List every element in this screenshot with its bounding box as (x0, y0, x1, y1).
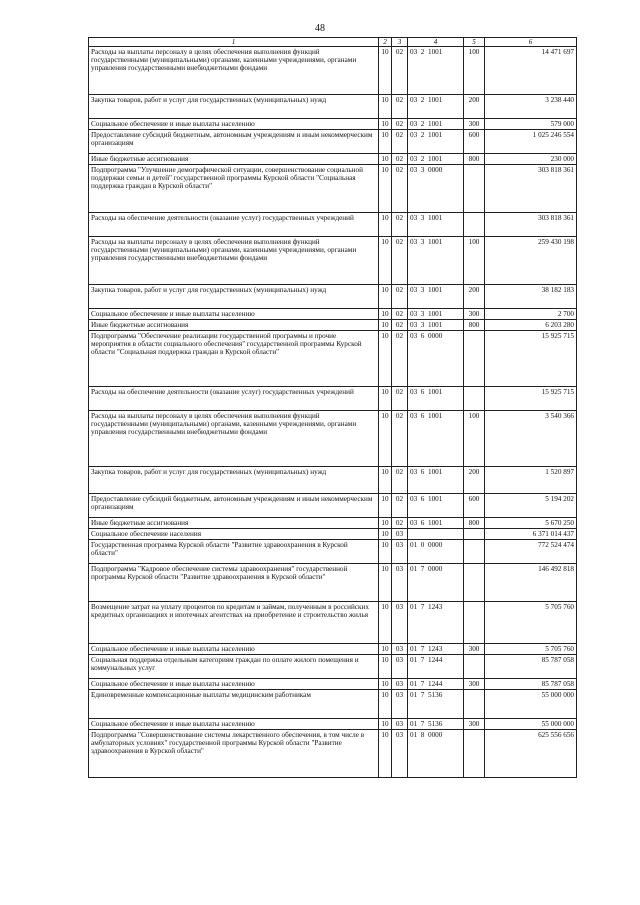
table-row (89, 655, 577, 679)
table-row (89, 564, 577, 602)
table-row (89, 130, 577, 154)
table-row (89, 237, 577, 285)
section-code-cell: 10 (379, 679, 392, 690)
subsection-code-cell: 03 (392, 644, 408, 655)
section-code-cell: 10 (379, 655, 392, 679)
row-name-cell: Социальное обеспечение и иные выплаты населению (89, 679, 379, 690)
table-row (89, 331, 577, 387)
table-row (89, 679, 577, 690)
expense-type-cell: 300 (464, 644, 485, 655)
expense-type-cell: 800 (464, 320, 485, 331)
section-code-cell: 10 (379, 95, 392, 119)
target-article-cell: 03 3 1001 (408, 213, 464, 237)
subsection-code-cell: 02 (392, 154, 408, 165)
row-name-cell: Социальное обеспечение и иные выплаты населению (89, 119, 379, 130)
target-article-cell (408, 529, 464, 540)
subsection-code-cell: 02 (392, 237, 408, 285)
expense-type-cell (464, 564, 485, 602)
expense-type-cell: 200 (464, 95, 485, 119)
target-article-cell: 03 3 1001 (408, 237, 464, 285)
column-number: 1 (89, 38, 379, 47)
row-name-cell: Закупка товаров, работ и услуг для государственных (муниципальных) нужд (89, 95, 379, 119)
amount-cell: 2 700 (485, 309, 577, 320)
subsection-code-cell: 02 (392, 213, 408, 237)
section-code-cell: 10 (379, 467, 392, 494)
section-code-cell: 10 (379, 564, 392, 602)
table-row (89, 467, 577, 494)
expense-type-cell (464, 213, 485, 237)
row-name-cell: Социальная поддержка отдельным категориям граждан по оплате жилого помещения и коммунальных услуг (89, 655, 379, 679)
expense-type-cell: 100 (464, 47, 485, 95)
amount-cell: 579 000 (485, 119, 577, 130)
expense-type-cell: 300 (464, 309, 485, 320)
row-name-cell: Иные бюджетные ассигнования (89, 518, 379, 529)
amount-cell: 1 025 246 554 (485, 130, 577, 154)
section-code-cell: 10 (379, 154, 392, 165)
amount-cell: 230 000 (485, 154, 577, 165)
section-code-cell: 10 (379, 387, 392, 411)
subsection-code-cell: 03 (392, 529, 408, 540)
table-row (89, 644, 577, 655)
subsection-code-cell: 03 (392, 690, 408, 719)
row-name-cell: Социальное обеспечение и иные выплаты населению (89, 309, 379, 320)
table-row (89, 719, 577, 730)
target-article-cell: 03 6 1001 (408, 494, 464, 518)
target-article-cell: 01 8 0000 (408, 730, 464, 778)
target-article-cell: 01 7 1243 (408, 644, 464, 655)
subsection-code-cell: 03 (392, 730, 408, 778)
expense-type-cell: 300 (464, 679, 485, 690)
section-code-cell: 10 (379, 119, 392, 130)
column-number: 2 (379, 38, 392, 47)
subsection-code-cell: 02 (392, 309, 408, 320)
target-article-cell: 03 3 1001 (408, 285, 464, 309)
expense-type-cell: 600 (464, 130, 485, 154)
table-row (89, 494, 577, 518)
section-code-cell: 10 (379, 411, 392, 467)
target-article-cell: 03 3 0000 (408, 165, 464, 213)
row-name-cell: Предоставление субсидий бюджетным, автономным учреждениям и иным некоммерческим организациям (89, 130, 379, 154)
target-article-cell: 01 0 0000 (408, 540, 464, 564)
row-name-cell: Расходы на выплаты персоналу в целях обеспечения выполнения функций государственными (муниципальными) органами, казенными учреждениями, органами управления государственными внебюджетными фондами (89, 237, 379, 285)
amount-cell: 6 371 014 437 (485, 529, 577, 540)
row-name-cell: Расходы на выплаты персоналу в целях обеспечения выполнения функций государственными (муниципальными) органами, казенными учреждениями, органами управления государственными внебюджетными фондами (89, 47, 379, 95)
section-code-cell: 10 (379, 518, 392, 529)
target-article-cell: 03 6 1001 (408, 387, 464, 411)
amount-cell: 85 787 058 (485, 655, 577, 679)
subsection-code-cell: 03 (392, 655, 408, 679)
section-code-cell: 10 (379, 47, 392, 95)
subsection-code-cell: 02 (392, 119, 408, 130)
section-code-cell: 10 (379, 213, 392, 237)
expense-type-cell: 600 (464, 494, 485, 518)
target-article-cell: 01 7 1244 (408, 679, 464, 690)
target-article-cell: 03 6 1001 (408, 411, 464, 467)
amount-cell: 146 492 818 (485, 564, 577, 602)
expense-type-cell: 300 (464, 119, 485, 130)
amount-cell: 5 194 202 (485, 494, 577, 518)
subsection-code-cell: 02 (392, 95, 408, 119)
table-row (89, 285, 577, 309)
page-number: 48 (315, 23, 325, 34)
subsection-code-cell: 02 (392, 518, 408, 529)
row-name-cell: Социальное обеспечение и иные выплаты населению (89, 644, 379, 655)
amount-cell: 5 670 250 (485, 518, 577, 529)
target-article-cell: 01 7 0000 (408, 564, 464, 602)
target-article-cell: 01 7 5136 (408, 719, 464, 730)
expense-type-cell: 100 (464, 411, 485, 467)
row-name-cell: Подпрограмма "Улучшение демографической ситуации, совершенствование социальной поддержки семьи и детей" государственной программы Курской области "Социальная поддержка граждан в Курской области" (89, 165, 379, 213)
section-code-cell: 10 (379, 540, 392, 564)
column-number: 6 (485, 38, 577, 47)
expense-type-cell (464, 690, 485, 719)
section-code-cell: 10 (379, 730, 392, 778)
table-row (89, 309, 577, 320)
column-number: 4 (408, 38, 464, 47)
row-name-cell: Возмещение затрат на уплату процентов по кредитам и займам, полученным в российских кредитных организациях и ипотечных агентствах на приобретение и строительство жилья (89, 602, 379, 644)
table-row (89, 730, 577, 778)
row-name-cell: Расходы на обеспечение деятельности (оказание услуг) государственных учреждений (89, 213, 379, 237)
target-article-cell: 03 2 1001 (408, 95, 464, 119)
subsection-code-cell: 02 (392, 320, 408, 331)
amount-cell: 5 705 760 (485, 602, 577, 644)
amount-cell: 3 540 366 (485, 411, 577, 467)
expense-type-cell: 200 (464, 467, 485, 494)
expense-type-cell: 800 (464, 518, 485, 529)
amount-cell: 55 000 000 (485, 690, 577, 719)
target-article-cell: 03 2 1001 (408, 154, 464, 165)
target-article-cell: 03 6 0000 (408, 331, 464, 387)
row-name-cell: Социальное обеспечение населения (89, 529, 379, 540)
section-code-cell: 10 (379, 285, 392, 309)
subsection-code-cell: 02 (392, 467, 408, 494)
amount-cell: 303 818 361 (485, 213, 577, 237)
expense-type-cell (464, 730, 485, 778)
subsection-code-cell: 02 (392, 47, 408, 95)
target-article-cell: 03 2 1001 (408, 119, 464, 130)
table-row (89, 95, 577, 119)
section-code-cell: 10 (379, 165, 392, 213)
row-name-cell: Государственная программа Курской области "Развитие здравоохранения в Курской области" (89, 540, 379, 564)
target-article-cell: 01 7 5136 (408, 690, 464, 719)
target-article-cell: 03 3 1001 (408, 320, 464, 331)
table-row (89, 602, 577, 644)
amount-cell: 259 430 198 (485, 237, 577, 285)
row-name-cell: Закупка товаров, работ и услуг для государственных (муниципальных) нужд (89, 467, 379, 494)
section-code-cell: 10 (379, 237, 392, 285)
amount-cell: 1 520 897 (485, 467, 577, 494)
row-name-cell: Расходы на выплаты персоналу в целях обеспечения выполнения функций государственными (муниципальными) органами, казенными учреждениями, органами управления государственными внебюджетными фондами (89, 411, 379, 467)
subsection-code-cell: 03 (392, 540, 408, 564)
section-code-cell: 10 (379, 690, 392, 719)
column-number-row (89, 38, 577, 47)
section-code-cell: 10 (379, 719, 392, 730)
table-row (89, 411, 577, 467)
row-name-cell: Закупка товаров, работ и услуг для государственных (муниципальных) нужд (89, 285, 379, 309)
subsection-code-cell: 02 (392, 331, 408, 387)
target-article-cell: 03 6 1001 (408, 518, 464, 529)
table-row (89, 690, 577, 719)
table-row (89, 518, 577, 529)
row-name-cell: Социальное обеспечение и иные выплаты населению (89, 719, 379, 730)
subsection-code-cell: 02 (392, 130, 408, 154)
expense-type-cell: 100 (464, 237, 485, 285)
amount-cell: 38 182 183 (485, 285, 577, 309)
row-name-cell: Иные бюджетные ассигнования (89, 154, 379, 165)
expense-type-cell: 300 (464, 719, 485, 730)
amount-cell: 15 925 715 (485, 387, 577, 411)
expense-type-cell (464, 165, 485, 213)
amount-cell: 85 787 058 (485, 679, 577, 690)
amount-cell: 5 705 760 (485, 644, 577, 655)
target-article-cell: 01 7 1244 (408, 655, 464, 679)
row-name-cell: Единовременные компенсационные выплаты медицинским работникам (89, 690, 379, 719)
target-article-cell: 01 7 1243 (408, 602, 464, 644)
row-name-cell: Подпрограмма "Кадровое обеспечение системы здравоохранения" государственной программы Курской области "Развитие здравоохранения в Курской области" (89, 564, 379, 602)
amount-cell: 6 203 280 (485, 320, 577, 331)
row-name-cell: Предоставление субсидий бюджетным, автономным учреждениям и иным некоммерческим организациям (89, 494, 379, 518)
subsection-code-cell: 03 (392, 602, 408, 644)
expense-type-cell: 200 (464, 285, 485, 309)
subsection-code-cell: 02 (392, 285, 408, 309)
section-code-cell: 10 (379, 602, 392, 644)
table-row (89, 213, 577, 237)
subsection-code-cell: 02 (392, 494, 408, 518)
target-article-cell: 03 2 1001 (408, 130, 464, 154)
table-row (89, 529, 577, 540)
section-code-cell: 10 (379, 320, 392, 331)
table-row (89, 320, 577, 331)
subsection-code-cell: 02 (392, 411, 408, 467)
amount-cell: 625 556 656 (485, 730, 577, 778)
column-number: 3 (392, 38, 408, 47)
row-name-cell: Расходы на обеспечение деятельности (оказание услуг) государственных учреждений (89, 387, 379, 411)
section-code-cell: 10 (379, 331, 392, 387)
expense-type-cell (464, 529, 485, 540)
amount-cell: 772 524 474 (485, 540, 577, 564)
expense-type-cell (464, 387, 485, 411)
expense-type-cell: 800 (464, 154, 485, 165)
section-code-cell: 10 (379, 309, 392, 320)
expense-type-cell (464, 602, 485, 644)
column-number: 5 (464, 38, 485, 47)
row-name-cell: Подпрограмма "Обеспечение реализации государственной программы и прочие мероприятия в области социального обеспечения" государственной программы Курской области "Социальная поддержка граждан в Курской области" (89, 331, 379, 387)
table-row (89, 387, 577, 411)
target-article-cell: 03 6 1001 (408, 467, 464, 494)
amount-cell: 15 925 715 (485, 331, 577, 387)
amount-cell: 3 238 440 (485, 95, 577, 119)
expense-type-cell (464, 540, 485, 564)
table-row (89, 165, 577, 213)
table-body (89, 47, 577, 778)
section-code-cell: 10 (379, 644, 392, 655)
target-article-cell: 03 3 1001 (408, 309, 464, 320)
subsection-code-cell: 02 (392, 387, 408, 411)
table-row (89, 47, 577, 95)
table-row (89, 154, 577, 165)
row-name-cell: Иные бюджетные ассигнования (89, 320, 379, 331)
target-article-cell: 03 2 1001 (408, 47, 464, 95)
subsection-code-cell: 02 (392, 165, 408, 213)
amount-cell: 55 000 000 (485, 719, 577, 730)
expense-type-cell (464, 331, 485, 387)
row-name-cell: Подпрограмма "Совершенствование системы лекарственного обеспечения, в том числе в амбулаторных условиях" государственной программы Курской области "Развитие здравоохранения в Курской области" (89, 730, 379, 778)
section-code-cell: 10 (379, 494, 392, 518)
section-code-cell: 10 (379, 529, 392, 540)
amount-cell: 14 471 697 (485, 47, 577, 95)
table-row (89, 119, 577, 130)
subsection-code-cell: 03 (392, 719, 408, 730)
section-code-cell: 10 (379, 130, 392, 154)
expense-type-cell (464, 655, 485, 679)
subsection-code-cell: 03 (392, 564, 408, 602)
table-row (89, 540, 577, 564)
amount-cell: 303 818 361 (485, 165, 577, 213)
budget-table (88, 37, 577, 778)
subsection-code-cell: 03 (392, 679, 408, 690)
